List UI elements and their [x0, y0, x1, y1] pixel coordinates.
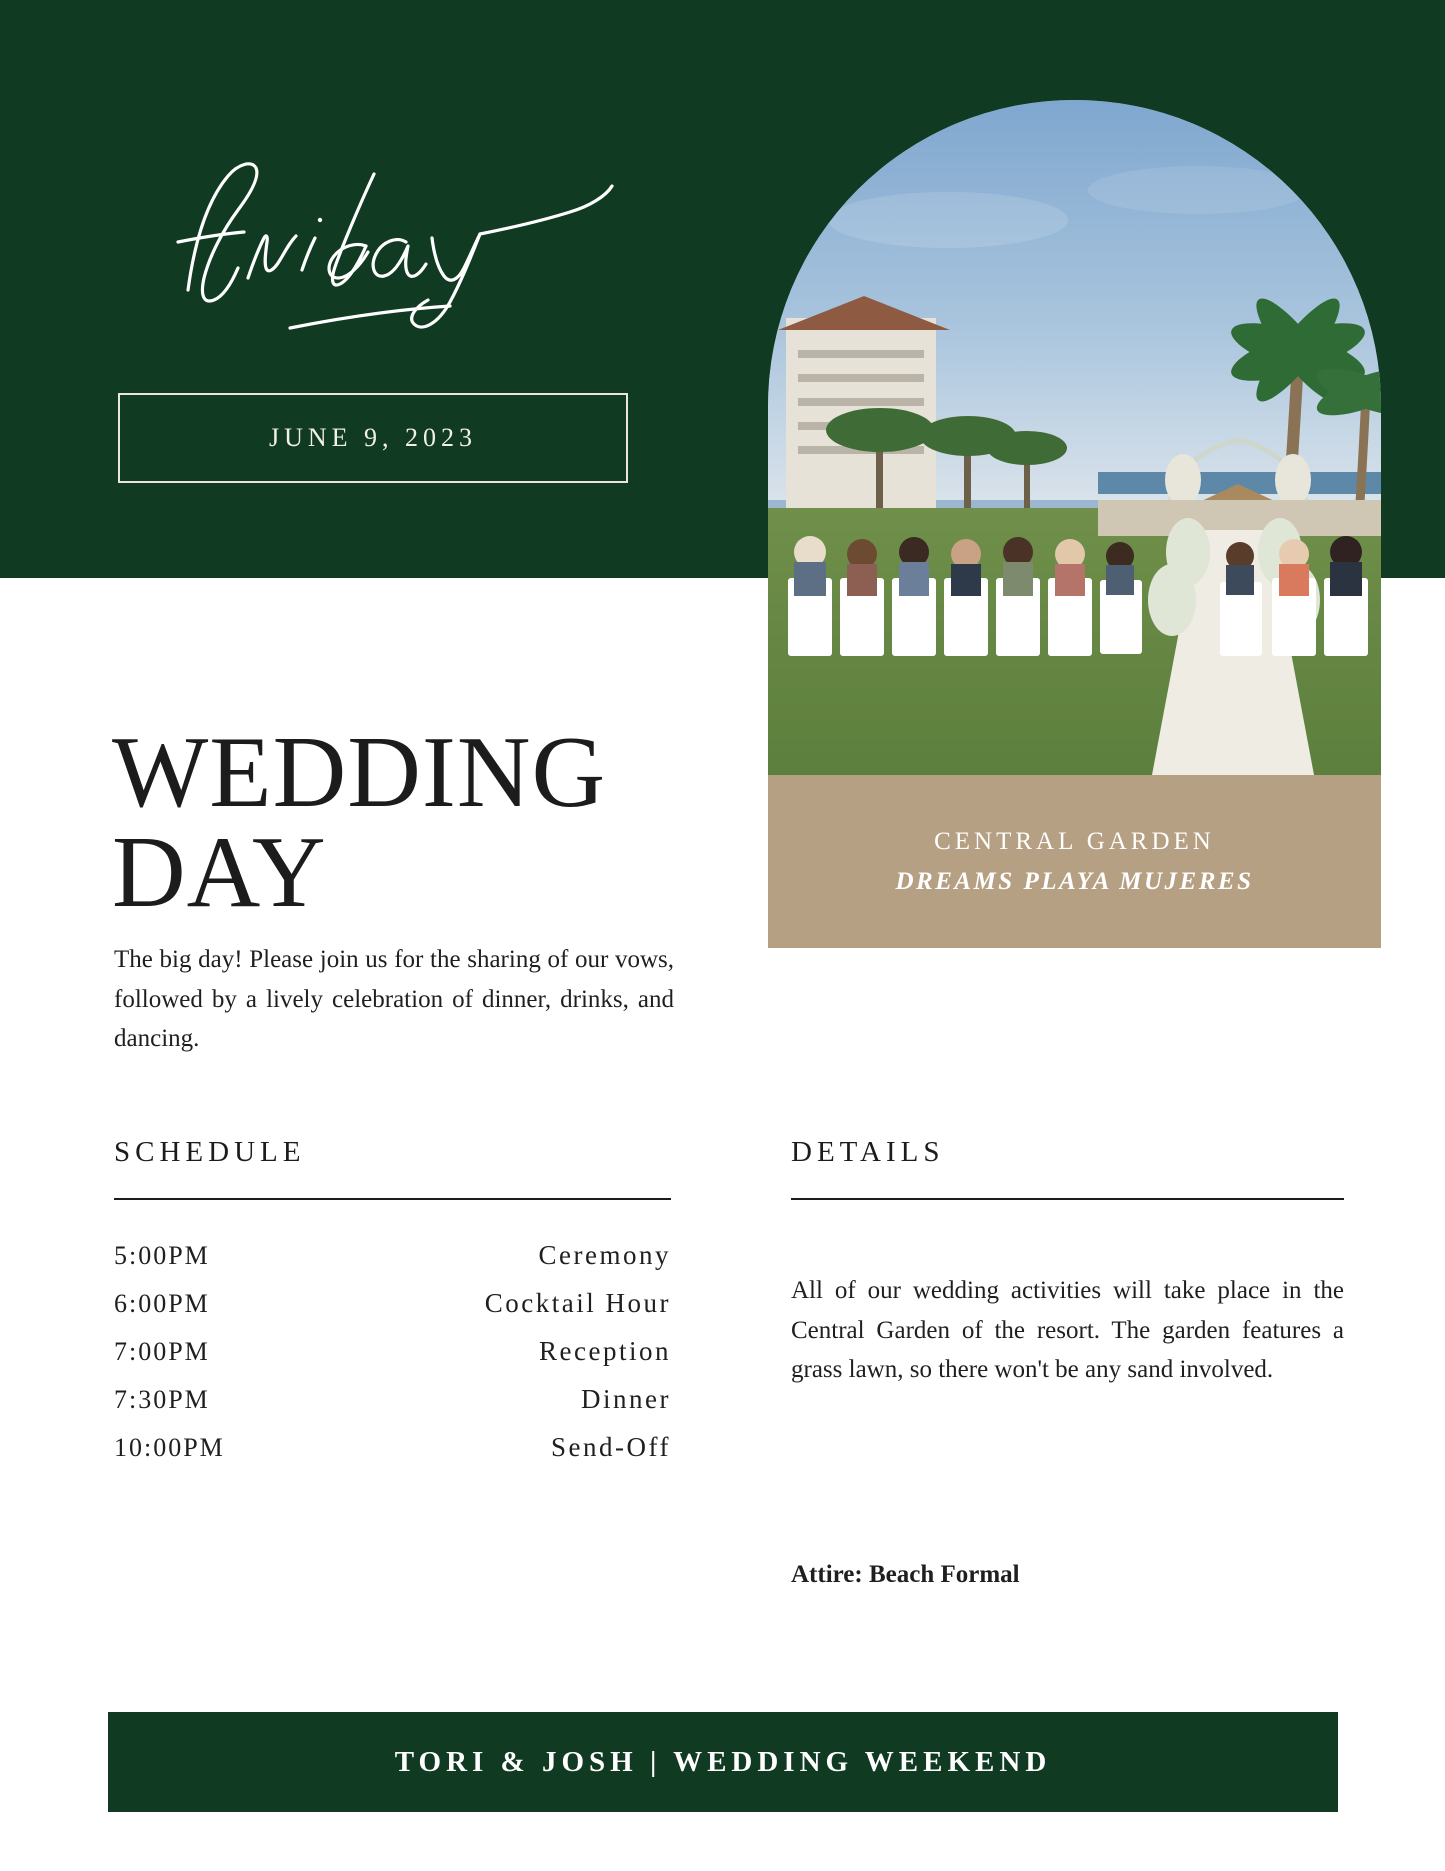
schedule-event: Send-Off [551, 1432, 671, 1462]
schedule-event: Reception [539, 1336, 671, 1366]
date-text: JUNE 9, 2023 [268, 423, 478, 452]
schedule-time: 7:00PM [114, 1337, 210, 1366]
schedule-event: Ceremony [538, 1240, 671, 1270]
schedule-row [114, 1336, 671, 1367]
caption-resort: DREAMS PLAYA MUJERES [895, 867, 1254, 895]
schedule-heading: SCHEDULE [114, 1136, 306, 1168]
schedule-event: Dinner [581, 1384, 671, 1414]
schedule-row [114, 1432, 671, 1463]
wedding-ceremony-photo [768, 100, 1381, 775]
schedule-time: 10:00PM [114, 1433, 225, 1462]
schedule-time: 7:30PM [114, 1385, 210, 1414]
schedule-time: 6:00PM [114, 1289, 210, 1318]
caption-venue: CENTRAL GARDEN [934, 827, 1215, 855]
footer-band [108, 1712, 1338, 1812]
day-script-wordmark [170, 150, 630, 340]
details-divider [791, 1198, 1344, 1200]
schedule-divider [114, 1198, 671, 1200]
venue-photo-block [768, 100, 1381, 895]
page-title: WEDDING DAY [112, 716, 607, 930]
date-badge [118, 393, 628, 483]
schedule-event: Cocktail Hour [484, 1288, 671, 1318]
details-heading: DETAILS [791, 1136, 945, 1168]
attire-note: Attire: Beach Formal [791, 1561, 1020, 1588]
schedule-list [114, 1240, 671, 1480]
details-paragraph: All of our wedding activities will take place in the Central Garden of the resort. The garden features a grass lawn, so there won't be any sand involved. [791, 1277, 1344, 1383]
footer-text: TORI & JOSH | WEDDING WEEKEND [394, 1745, 1052, 1778]
schedule-row [114, 1384, 671, 1415]
intro-paragraph: The big day! Please join us for the sharing of our vows, followed by a lively celebration of dinner, drinks, and dancing. [114, 946, 674, 1052]
schedule-time: 5:00PM [114, 1241, 210, 1270]
photo-caption [768, 775, 1381, 948]
schedule-row [114, 1240, 671, 1271]
schedule-row [114, 1288, 671, 1319]
